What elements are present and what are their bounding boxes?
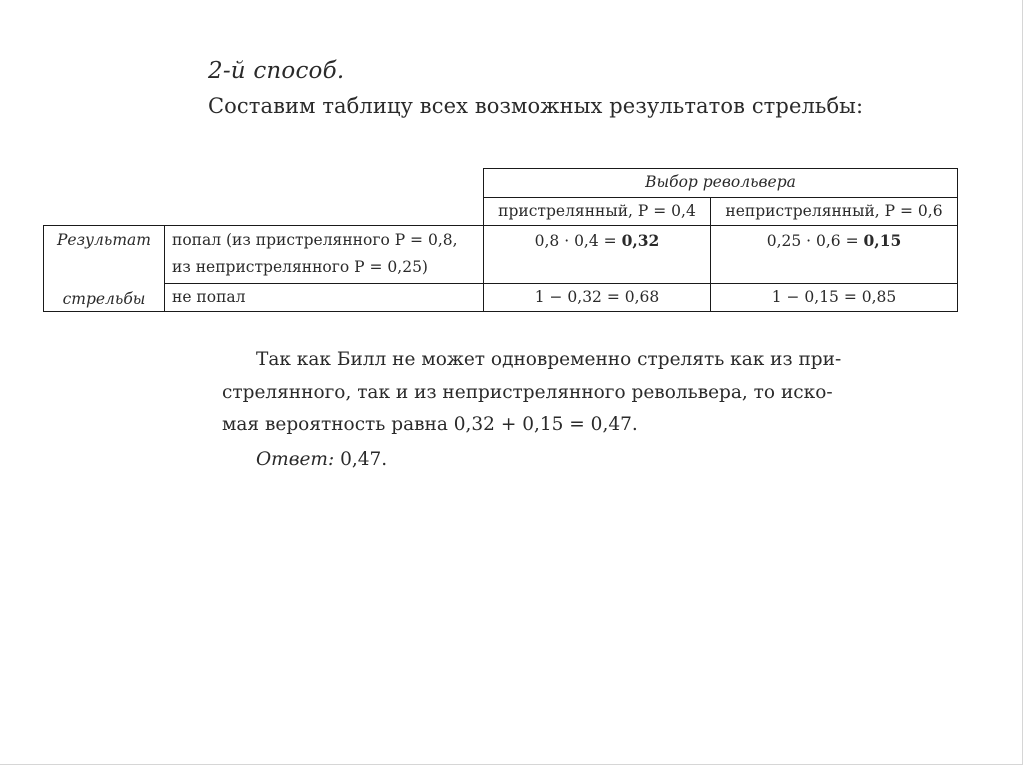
paragraph-line2: стрелянного, так и из непристрелянного револьвера, то иско- xyxy=(222,382,833,403)
table-line xyxy=(483,168,958,169)
table-line xyxy=(165,283,958,284)
miss-label: не попал xyxy=(172,288,246,306)
hit-col1-result: 0,32 xyxy=(621,231,660,250)
intro-text: Составим таблицу всех возможных результатов стрельбы: xyxy=(208,94,864,118)
row-label-bottom: стрельбы xyxy=(62,290,146,308)
method-heading: 2-й способ. xyxy=(208,58,345,84)
hit-col2-expr: 0,25 · 0,6 = xyxy=(766,232,864,250)
table-line xyxy=(43,225,958,226)
paragraph-line3: мая вероятность равна 0,32 + 0,15 = 0,47. xyxy=(222,414,638,435)
hit-line1: попал (из пристрелянного P = 0,8, xyxy=(172,231,458,249)
answer-line xyxy=(256,449,387,470)
row-label-top: Результат xyxy=(57,231,151,249)
hit-col1-expr: 0,8 · 0,4 = xyxy=(534,232,622,250)
hit-line2: из непристрелянного P = 0,25) xyxy=(172,258,428,276)
table-line xyxy=(483,197,958,198)
miss-col1-value: 1 − 0,32 = 0,68 xyxy=(534,288,660,306)
hit-col2-value xyxy=(711,231,957,250)
hit-col1-value xyxy=(484,231,710,250)
col-header-not-zeroed: непристрелянный, P = 0,6 xyxy=(725,202,943,220)
table-line xyxy=(164,225,165,312)
miss-col2-value: 1 − 0,15 = 0,85 xyxy=(771,288,897,306)
paragraph-line1: Так как Билл не может одновременно стрелять как из при- xyxy=(256,349,842,370)
table-line xyxy=(957,168,958,312)
answer-label: Ответ: xyxy=(256,449,335,470)
answer-value: 0,47. xyxy=(340,449,388,470)
col-header-zeroed: пристрелянный, P = 0,4 xyxy=(498,202,696,220)
group-header: Выбор револьвера xyxy=(645,173,796,191)
table-line xyxy=(43,311,958,312)
hit-col2-result: 0,15 xyxy=(863,231,902,250)
